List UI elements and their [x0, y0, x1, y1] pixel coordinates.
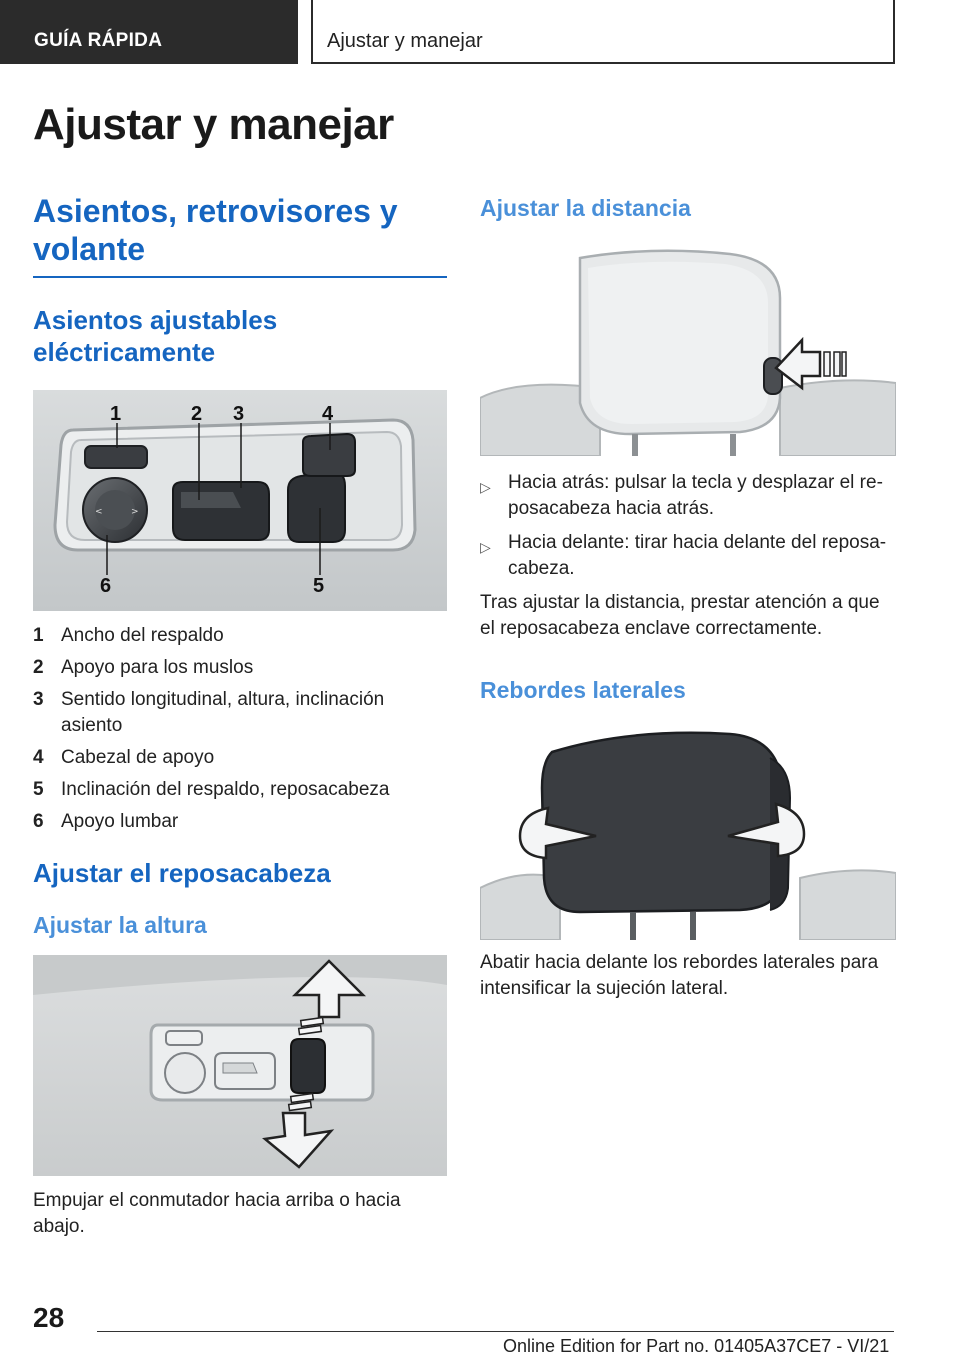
svg-text:>: >	[131, 507, 139, 517]
callout-1: 1	[110, 403, 122, 425]
callout-2: 2	[191, 403, 203, 425]
heading-adjust-headrest: Ajustar el reposacabeza	[33, 858, 331, 888]
callout-5: 5	[313, 575, 325, 597]
seat-controls-legend	[33, 623, 447, 835]
footer-edition: Online Edition for Part no. 01405A37CE7 - VI/21	[503, 1336, 890, 1356]
heading-adjust-distance: Ajustar la distancia	[480, 195, 691, 221]
side-bolsters-text: Abatir hacia delante los rebordes laterales para intensificar la sujeción lateral.	[480, 952, 879, 999]
side-bolsters-image	[480, 728, 896, 940]
right-column	[480, 192, 896, 1002]
heading-electric-seats: Asientos ajustables eléctricamente	[33, 305, 278, 367]
seat-controls-illustration	[33, 390, 447, 611]
height-instruction-text: Empujar el conmutador hacia arriba o hacia abajo.	[33, 1190, 401, 1237]
legend-item: 4 Cabezal de apoyo	[33, 747, 215, 768]
footer-rule	[97, 1331, 894, 1332]
headrest-distance-illustration	[480, 248, 896, 456]
headrest-height-image	[33, 955, 447, 1176]
legend-item: 5 Inclinación del respaldo, reposacabeza	[33, 779, 390, 800]
legend-item: 6 Apoyo lumbar	[33, 811, 179, 832]
callout-6: 6	[100, 575, 112, 597]
triangle-bullet-icon: ▷	[480, 539, 491, 555]
legend-item: 1 Ancho del respaldo	[33, 625, 224, 646]
section-heading-seats-mirrors: Asientos, retrovisores y volante	[33, 193, 398, 267]
legend-item: 3 Sentido longitudinal, altura, inclinación asiento	[33, 689, 385, 736]
header-chapter-label: Ajustar y manejar	[327, 30, 483, 52]
page-title: Ajustar y manejar	[33, 100, 394, 149]
side-bolsters-illustration	[480, 728, 896, 940]
heading-adjust-height: Ajustar la altura	[33, 912, 207, 938]
callout-4: 4	[322, 403, 334, 425]
header-section-label: GUÍA RÁPIDA	[34, 30, 163, 51]
headrest-height-illustration	[33, 955, 447, 1176]
header-chapter-box	[311, 0, 895, 64]
headrest-distance-image	[480, 248, 896, 456]
triangle-bullet-icon: ▷	[480, 479, 491, 495]
page-number: 28	[33, 1302, 65, 1333]
seat-controls-image	[33, 390, 447, 611]
heading-side-bolsters: Rebordes laterales	[480, 677, 686, 703]
list-item: ▷ Hacia delante: tirar hacia delante del reposacabeza.	[480, 530, 896, 582]
left-column	[33, 192, 447, 1240]
distance-note-text: Tras ajustar la distancia, prestar atención a que el reposacabeza enclave correctamente.	[480, 592, 880, 639]
callout-3: 3	[233, 403, 245, 425]
header-section-tab	[0, 0, 298, 64]
list-item: ▷ Hacia atrás: pulsar la tecla y desplazar el reposacabeza hacia atrás.	[480, 470, 896, 522]
legend-item: 2 Apoyo para los muslos	[33, 657, 254, 678]
distance-steps-list	[480, 470, 896, 582]
heading-rule	[33, 276, 447, 278]
svg-text:<: <	[95, 507, 103, 517]
